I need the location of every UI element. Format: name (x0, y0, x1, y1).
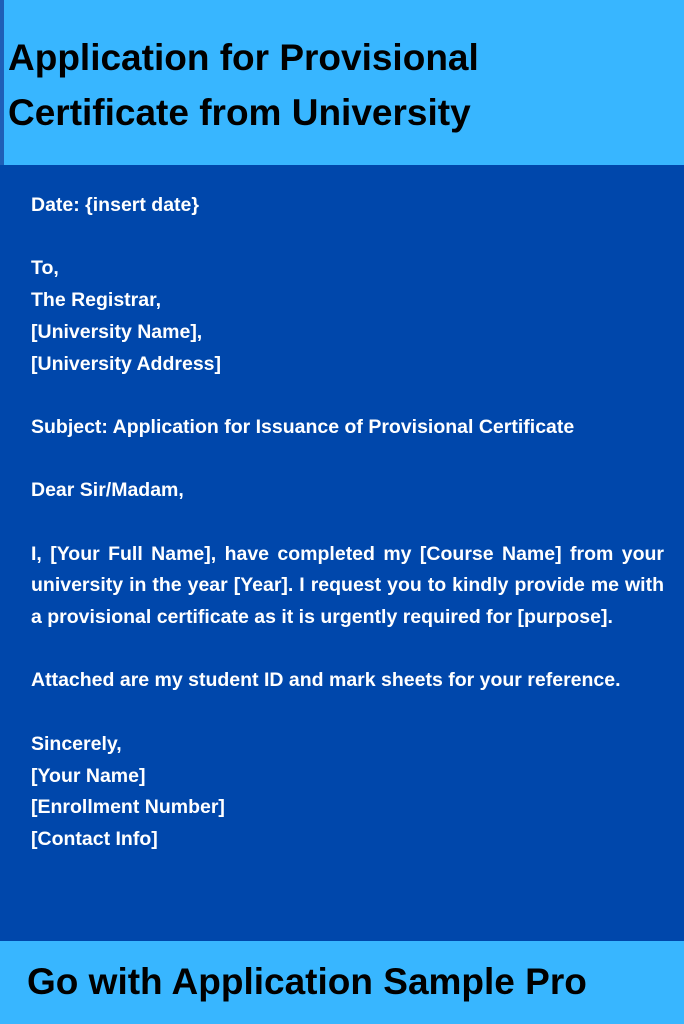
closing-name: [Your Name] (31, 764, 146, 787)
page-title (8, 30, 608, 140)
header-banner (0, 0, 684, 165)
footer-banner (0, 941, 684, 1024)
footer-brand-text: Go with Application Sample Pro (27, 961, 587, 1002)
recipient-title: The Registrar, (31, 289, 162, 312)
page-title-line-1: Application for Provisional (8, 37, 479, 78)
recipient-to: To, (31, 257, 59, 280)
recipient-university-address: [University Address] (31, 352, 222, 375)
letter-paragraph-attachments: Attached are my student ID and mark sheets for your reference. (31, 669, 621, 692)
page-title-line-2: Certificate from University (8, 92, 471, 133)
letter-subject: Subject: Application for Issuance of Provisional Certificate (31, 415, 575, 438)
recipient-block (31, 253, 664, 380)
recipient-university-name: [University Name], (31, 320, 203, 343)
letter-salutation: Dear Sir/Madam, (31, 479, 184, 502)
closing-block (31, 729, 664, 856)
letter-date: Date: {insert date} (31, 194, 199, 216)
closing-enrollment-number: [Enrollment Number] (31, 796, 225, 819)
closing-sincerely: Sincerely, (31, 732, 122, 755)
letter-body (31, 190, 664, 887)
closing-contact-info: [Contact Info] (31, 827, 158, 850)
letter-paragraph-request: I, [Your Full Name], have completed my [Course Name] from your university in the year [Year]. I request you to kindly provide me with a provisional certificate as it is urgently required for [purpose]. (31, 542, 664, 629)
